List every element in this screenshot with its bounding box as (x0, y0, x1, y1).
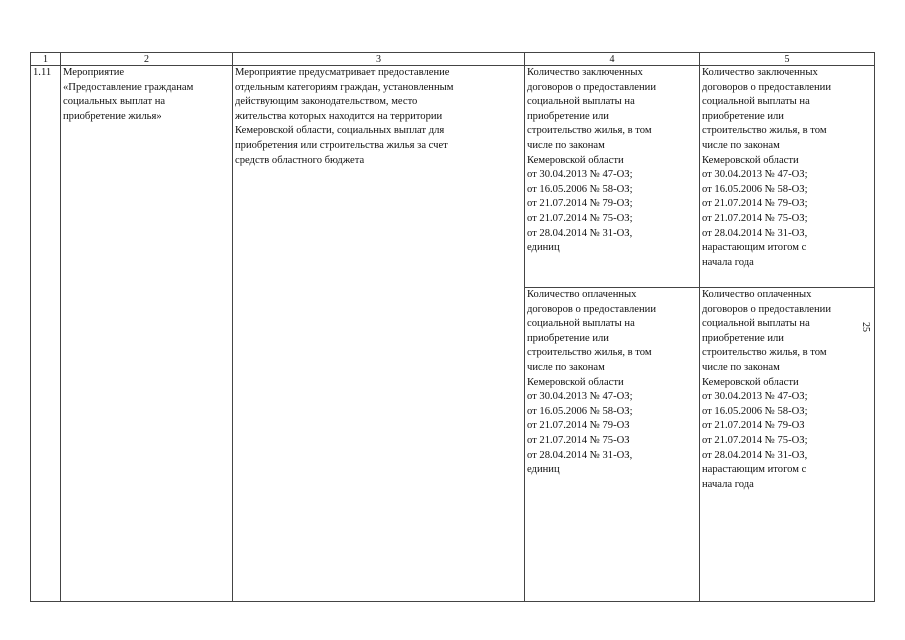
text-line: приобретение или (702, 332, 784, 344)
header-col-4: 4 (525, 53, 700, 66)
text-line: Кемеровской области, социальных выплат для (235, 125, 445, 137)
text-line: от 30.04.2013 № 47-ОЗ; (527, 391, 633, 403)
text-line: от 21.07.2014 № 75-ОЗ; (527, 212, 633, 224)
text-line: от 21.07.2014 № 79-ОЗ; (702, 198, 808, 210)
event-description-cell (233, 66, 525, 602)
text-line: от 21.07.2014 № 79-ОЗ (702, 420, 805, 432)
text-line: от 21.07.2014 № 75-ОЗ; (702, 434, 808, 446)
text-line: от 16.05.2006 № 58-ОЗ; (702, 183, 808, 195)
text-line: начала года (702, 478, 754, 490)
text-line: Кемеровской области (702, 154, 799, 166)
text-line: от 21.07.2014 № 75-ОЗ (527, 434, 630, 446)
text-line: Кемеровской области (527, 154, 624, 166)
text-line: жительства которых находится на территории (235, 110, 443, 122)
header-col-1: 1 (31, 53, 61, 66)
header-col-2: 2 (61, 53, 233, 66)
event-name-cell (61, 66, 233, 602)
text-line: приобретение или (527, 332, 609, 344)
text-line: от 28.04.2014 № 31-ОЗ, (527, 449, 633, 461)
text-line: единиц (527, 464, 560, 476)
text-line: социальных выплат на (63, 96, 166, 108)
text-line: от 21.07.2014 № 79-ОЗ (527, 420, 630, 432)
text-line: Мероприятие предусматривает предоставление (235, 67, 450, 78)
text-line: от 21.07.2014 № 75-ОЗ; (702, 212, 808, 224)
text-line: приобретение или (527, 110, 609, 122)
text-line: приобретение или (702, 110, 784, 122)
text-line: числе по законам (702, 139, 780, 151)
text-line: числе по законам (702, 361, 780, 373)
text-line: начала года (702, 256, 754, 268)
indicator-1-col-4 (525, 66, 700, 288)
text-line: числе по законам (527, 361, 605, 373)
text-line: от 28.04.2014 № 31-ОЗ, (702, 227, 808, 239)
text-line: социальной выплаты на (702, 318, 810, 330)
text-line: договоров о предоставлении (527, 81, 656, 93)
indicator-1-col-5 (700, 66, 875, 288)
text-line: от 16.05.2006 № 58-ОЗ; (527, 405, 633, 417)
text-line: строительство жилья, в том (702, 347, 827, 359)
text-line: социальной выплаты на (702, 96, 810, 108)
text-line: от 16.05.2006 № 58-ОЗ; (702, 405, 808, 417)
text-line: средств областного бюджета (235, 154, 365, 166)
header-col-5: 5 (700, 53, 875, 66)
text-line: договоров о предоставлении (527, 303, 656, 315)
text-line: Кемеровской области (702, 376, 799, 388)
text-line: действующим законодательством, место (235, 96, 418, 108)
text-line: от 28.04.2014 № 31-ОЗ, (527, 227, 633, 239)
text-line: социальной выплаты на (527, 96, 635, 108)
text-line: от 21.07.2014 № 79-ОЗ; (527, 198, 633, 210)
text-line: от 30.04.2013 № 47-ОЗ; (702, 169, 808, 181)
text-line: Количество оплаченных (702, 289, 812, 300)
text-line: договоров о предоставлении (702, 81, 831, 93)
text-line: социальной выплаты на (527, 318, 635, 330)
text-line: строительство жилья, в том (527, 347, 652, 359)
text-line: от 30.04.2013 № 47-ОЗ; (527, 169, 633, 181)
text-line: от 28.04.2014 № 31-ОЗ, (702, 449, 808, 461)
text-line: от 16.05.2006 № 58-ОЗ; (527, 183, 633, 195)
text-line: строительство жилья, в том (702, 125, 827, 137)
text-line: Мероприятие (63, 67, 125, 78)
indicator-2-col-5 (700, 288, 875, 602)
indicator-2-col-4 (525, 288, 700, 602)
text-line: приобретения или строительства жилья за счет (235, 139, 448, 151)
text-line: от 30.04.2013 № 47-ОЗ; (702, 391, 808, 403)
text-line: строительство жилья, в том (527, 125, 652, 137)
text-line: Количество оплаченных (527, 289, 637, 300)
text-line: Количество заключенных (702, 67, 818, 78)
text-line: нарастающим итогом с (702, 242, 807, 254)
text-line: «Предоставление гражданам (63, 81, 194, 93)
text-line: единиц (527, 242, 560, 254)
text-line: отдельным категориям граждан, установленным (235, 81, 454, 93)
table-row (31, 66, 875, 288)
header-row (31, 53, 875, 66)
text-line: Кемеровской области (527, 376, 624, 388)
page-number: 25 (860, 322, 871, 332)
row-number: 1.11 (31, 66, 61, 602)
text-line: приобретение жилья» (63, 110, 162, 122)
text-line: нарастающим итогом с (702, 464, 807, 476)
text-line: числе по законам (527, 139, 605, 151)
program-table (30, 52, 875, 602)
text-line: договоров о предоставлении (702, 303, 831, 315)
header-col-3: 3 (233, 53, 525, 66)
text-line: Количество заключенных (527, 67, 643, 78)
